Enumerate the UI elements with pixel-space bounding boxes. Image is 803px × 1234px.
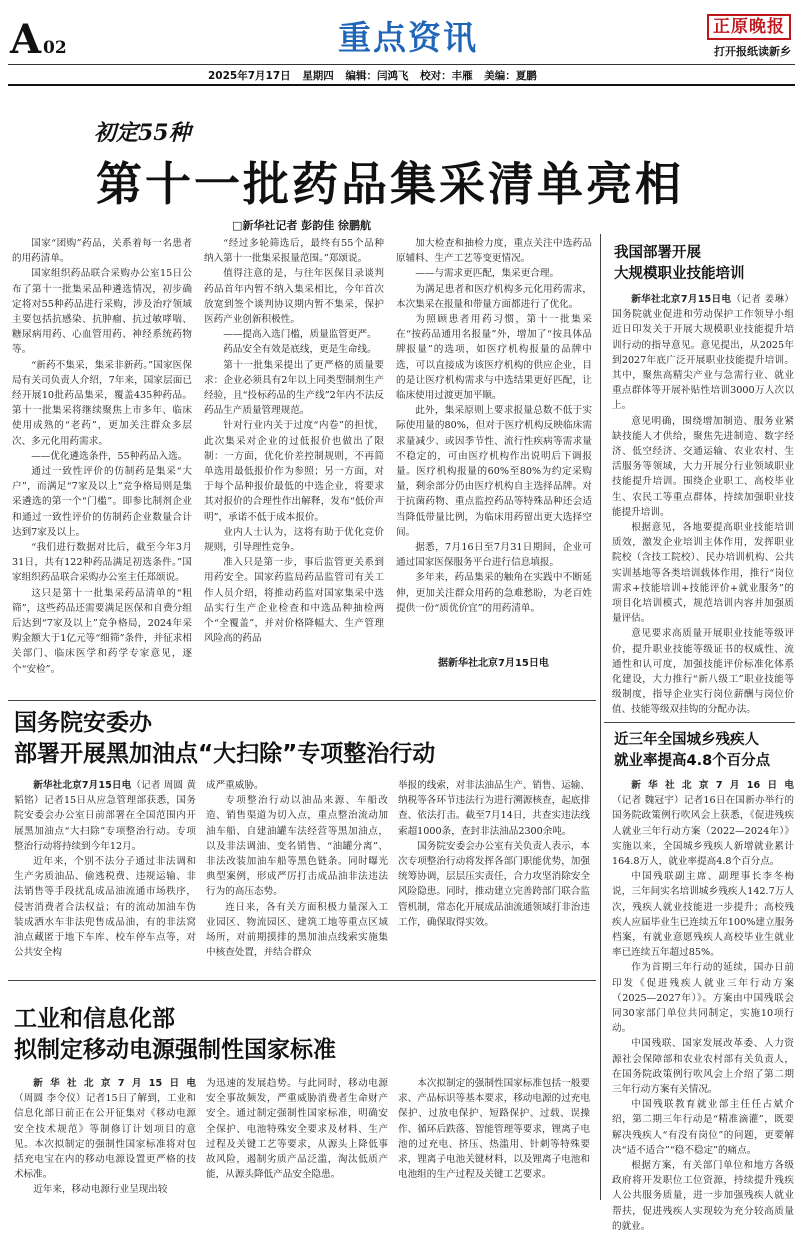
paragraph: 通过一致性评价的仿制药是集采“大户”，而满足“7家及以上”竞争格局则是集采遴选的第一个“门槛”。即参比制剂企业和通过一致性评价的仿制药企业数量合计达到7家及以上。 [12, 466, 192, 538]
paragraph: ——与需求更匹配，集采更合理。 [415, 268, 560, 280]
editor: 编辑：闫鸿飞 [345, 70, 409, 82]
side2-title-line1: 近三年全国城乡残疾人 [614, 732, 759, 748]
side1-first-text: 国务院就业促进和劳动保护工作领导小组近日印发关于开展大规模职业技能提升培训行动的指导意见。意见提出，从2025年到2027年底广泛开展职业技能提升培训。其中，聚焦高精尖产业与急需行业、就业重点群体等开展补贴性培训3000万人次以上。 [612, 309, 794, 412]
story2-title [14, 708, 435, 770]
paragraph [14, 1076, 196, 1182]
side1-lead-note: （记者 姜琳） [731, 294, 794, 305]
paragraph: 作为首期三年行动的延续，国办日前印发《促进残疾人就业三年行动方案（2025—2027年）》。方案由中国残联会同30家部门单位共同制定，实施10项行动。 [612, 962, 794, 1035]
main-column-2 [204, 236, 384, 706]
story3-column-1 [14, 1076, 196, 1198]
paragraph: 中国残联、国家发展改革委、人力资源社会保障部和农业农村部有关负责人，在国务院政策例行吹风会上介绍了第二期三年行动方案有关情况。 [612, 1038, 794, 1096]
paragraph: ——优化遴选条件，55种药品入选。 [31, 450, 188, 462]
side2-title-line2: 就业率提高4.8个百分点 [614, 753, 771, 769]
paragraph: 意见明确，围绕增加制造、服务业紧缺技能人才供给，聚焦先进制造、数字经济、低空经济、交通运输、农业农村、生活服务等领域，大力开展分行业领域职业技能提升培训。围绕企业职工、高校毕业生、农民工等重点群体，持续加强职业技能提升培训。 [612, 415, 794, 518]
paragraph: “新药不集采，集采非新药。”国家医保局有关司负责人介绍，7年来，国家层面已经开展10批药品集采，覆盖435种药品。第十一批集采将继续聚焦上市多年、临床使用成熟的“老药”，更加关注群众多层次、多元化用药需求。 [12, 359, 192, 447]
dateline [208, 68, 628, 83]
paragraph: ——提高入选门槛，质量监管更严。 [223, 329, 377, 341]
page-header [8, 6, 795, 82]
main-column-1 [12, 236, 192, 706]
paragraph: 准入只是第一步，事后监管更关系到用药安全。国家药监局药品监管司有关工作人员介绍，将推动药监对国家集采中选品实行生产企业检查和中选品种抽检两个“全覆盖”，并对价格降幅大、生产管理风险高的药品 [204, 557, 384, 645]
page-num: 02 [43, 38, 67, 58]
paragraph: 药品安全有效是底线，更是生命线。 [223, 344, 377, 356]
paragraph: 根据意见，各地要提高职业技能培训质效，激发企业培训主体作用，发挥职业院校（含技工院校）、民办培训机构、公共实训基地等各类培训载体作用，推行“岗位需求+技能培训+技能评价+就业服务”的项目化培训模式，规范培训内容并加强质量评估。 [612, 522, 794, 625]
page-number [10, 16, 67, 63]
paragraph: 针对行业内关于过度“内卷”的担忧，此次集采对企业的过低报价也做出了限制：一方面，优化价差控制规则，不再简单选用最低报价作为参照；另一方面，对于每个品种报价最低的中选企业，将要求其对报价的合理性作出解释，发布“低价声明”，承诺不低于成本报价。 [204, 420, 384, 523]
proofreader: 校对：丰雁 [420, 70, 473, 82]
paragraph: 据悉，7月16日至7月31日期间，企业可通过国家医保服务平台进行信息填报。 [396, 542, 592, 569]
main-source: 据新华社北京7月15日电 [438, 658, 549, 669]
story3-title [14, 1004, 336, 1066]
paragraph: 成严重威胁。 [206, 780, 264, 791]
paragraph: 近年来，移动电源行业呈现出较 [33, 1184, 168, 1196]
paragraph: 业内人士认为，这将有助于优化竞价规则，引导理性竞争。 [204, 526, 384, 554]
header-rule-bottom [8, 84, 795, 86]
main-headline: 第十一批药品集采清单亮相 [96, 157, 684, 211]
side2-body [612, 778, 794, 1232]
paragraph: 专项整治行动以油品来源、车船改造、销售渠道为切入点，重点整治流动加油车船、自建油罐车法经营等黑加油点，以及非法调油、变名销售、“油罐分离”、非法改装加油车船等黑色链条。同时曝光典型案例，形成严厉打击成品油非法违法行为的高压态势。 [206, 795, 388, 898]
paragraph: “经过多轮筛选后，最终有55个品种纳入第十一批集采报量范围。”郑颂说。 [204, 238, 384, 265]
paragraph: 本次拟制定的强制性国家标准包括一般要求、产品标识等基本要求，移动电源的过充电保护、过放电保护、短路保护、过载、误操作、循环后跌落、智能管理等要求，锂离子电池的过充电、挤压、热滥用、针刺等特殊要求，锂离子电池关键材料，以及锂离子电池和电池组的生产过程及关键工艺要求。 [398, 1078, 590, 1181]
paragraph: 国家“团购”药品，关系着每一名患者的用药清单。 [12, 238, 192, 265]
issue-date: 2025年7月17日 [208, 70, 291, 82]
side1-lead: 新华社北京7月15日电 [631, 294, 732, 305]
story3-lead: 新华社北京7月15日电 [33, 1078, 196, 1089]
story2-lead: 新华社北京7月15日电 [33, 780, 132, 791]
story3-title-line2: 拟制定移动电源强制性国家标准 [14, 1037, 336, 1063]
side2-lead-note: （记者 魏冠宇） [612, 795, 684, 807]
paragraph: “我们进行数据对比后，截至今年3月31日，共有122种药品满足初选条件。”国家组织药品联合采购办公室主任郑颂说。 [12, 542, 192, 584]
paragraph [612, 778, 794, 869]
weekday: 星期四 [302, 70, 334, 82]
logo-mark: 正原晚报 [707, 14, 791, 40]
story3-title-line1: 工业和信息化部 [14, 1006, 175, 1032]
designer: 美编：夏鹏 [484, 70, 537, 82]
side-rule [604, 722, 795, 723]
paragraph: 国务院安委会办公室有关负责人表示，本次专项整治行动将发挥各部门职能优势，加强统筹协调，层层压实责任，合力攻坚消除安全风险隐患。同时，推动建立完善跨部门联合监管机制，常态化开展成品油流通领域打非治违工作，确保取得实效。 [398, 840, 590, 928]
paragraph [14, 778, 196, 854]
side1-title-line2: 大规模职业技能培训 [614, 266, 745, 282]
paragraph [612, 292, 794, 414]
paragraph: 举报的线索，对非法油品生产、销售、运输、纳税等各环节违法行为进行溯源核查，起底排查、依法打击。截至7月14日，共查实违法线索超1000条，查封非法油品2300余吨。 [398, 780, 590, 837]
paragraph: 加大检查和抽检力度，重点关注中选药品原辅料、生产工艺等变更情况。 [396, 238, 592, 265]
main-byline: □新华社记者 彭韵佳 徐鹏航 [232, 219, 372, 232]
story2-lead-note: （记者 周圆 黄韬铭） [14, 780, 196, 807]
section-rule [8, 980, 596, 981]
story2-column-1 [14, 778, 196, 964]
side1-title-line1: 我国部署开展 [614, 245, 701, 261]
slogan: 打开报纸读新乡 [714, 45, 791, 58]
paragraph: 值得注意的是，与往年医保目录谈判药品首年内暂不纳入集采相比，今年首次放宽到签个谈判协议期内暂不集采，保护医药产业创新积极性。 [204, 268, 384, 326]
story2-column-3 [398, 778, 590, 964]
story3-column-3 [398, 1076, 590, 1198]
paragraph: 为照顾患者用药习惯，第十一批集采在“按药品通用名报量”外，增加了“按具体品牌报量”的选项，如医疗机构报量的品牌中选，可以直接成为该医疗机构的供应企业，目的是让医疗机构需求与中选结果更好匹配，让临床使用过渡更加平顺。 [396, 314, 592, 402]
section-title: 重点资讯 [338, 18, 478, 57]
header-rule [8, 64, 795, 65]
paragraph: 多年来，药品集采的触角在实践中不断延伸，更加关注群众用药的急难愁盼，为老百姓提供一份“质优价宜”的用药清单。 [396, 572, 592, 614]
side2-lead: 新华社北京7月16日电 [631, 780, 794, 791]
paragraph: 连日来，各有关方面积极力量深入工业园区、物流园区、建筑工地等重点区域场所，对前期摸排的黑加油点线索实施集中核查处置，并结合群众 [206, 901, 388, 959]
paragraph: 第十一批集采提出了更严格的质量要求：企业必须具有2年以上同类型制剂生产经验，且“投标药品的生产线”2年内不法反药品生产质量管理规范。 [204, 359, 384, 417]
side1-title [614, 243, 745, 285]
main-column-3 [396, 236, 592, 648]
paragraph: 根据方案，有关部门单位和地方各级政府将开发职位工位资源，持续提升残疾人公共服务质量，进一步加强残疾人就业帮扶，促进残疾人实现较为充分较高质量的就业。 [612, 1160, 794, 1232]
paragraph: 这只是第十一批集采药品清单的“粗筛”，这些药品还需要满足医保和自费分组后达到“7家及以上”竞争格局，2024年采购金额大于1亿元等“细筛”条件，并征求相关部门、临床医学和药学专家意见，逐个“安检”。 [12, 587, 192, 675]
story2-first-text: 记者15日从应急管理部获悉，国务院安委会办公室日前部署在全国范围内开展黑加油点“大扫除”专项整治行动。专项整治行动将持续到今年12月。 [14, 795, 196, 852]
page-letter: A [10, 16, 42, 63]
story3-column-2 [206, 1076, 388, 1198]
paragraph: 此外，集采原则上要求报量总数不低于实际使用量的80%，但对于医疗机构反映临床需求量减少、或因季节性、流行性疾病等需求量不稳定的，可由医疗机构作出说明后下调报量。医疗机构报量的60%至80%为约定采购量，剩余部分仍由医疗机构自主选择品牌。对于抗菌药物、重点监控药品等特殊品种还会适当降低带量比例，为临床用药留出更大选择空间。 [396, 405, 592, 538]
section-rule [8, 700, 596, 701]
side1-body [612, 292, 794, 716]
main-kicker: 初定55种 [94, 120, 191, 146]
paragraph: 为迅速的发展趋势。与此同时，移动电源安全事故频发，严重威胁消费者生命财产安全。通过制定强制性国家标准，明确安全保护、电池特殊安全要求及材料、生产过程及关键工艺等要求，从源头上降低事故风险，遏制劣质产品泛滥，淘汰低质产能，从源头降低产品安全隐患。 [206, 1078, 388, 1181]
paragraph: 中国残联教育就业部主任任占斌介绍，第二期三年行动是“精准滴灌”，既要解决残疾人“有没有岗位”的问题，更要解决“适不适合”“稳不稳定”的痛点。 [612, 1099, 794, 1156]
story3-lead-note: （周圆 李令仪） [14, 1093, 86, 1105]
column-divider [600, 234, 601, 1200]
side2-title [614, 730, 770, 772]
paragraph: 意见要求高质量开展职业技能等级评价，提升职业技能等级证书的权威性、流通性和认可度，加强技能评价标准化体系化建设，大力推行“新八级工”职业技能等级制度，指导企业实行岗位薪酬与岗位价值、技能等级双挂钩的分配办法。 [612, 628, 794, 716]
story2-title-line2: 部署开展黑加油点“大扫除”专项整治行动 [14, 741, 436, 767]
paragraph: 近年来，个别不法分子通过非法调和生产劣质油品、偷逃税费、违规运输、非法销售等手段扰乱成品油流通市场秩序，侵害消费者合法权益；有的流动加油车伪装成洒水车非法兜售成品油，有的非法窝油点藏匿于地下车库、校车停车点等，对公共安全构 [14, 856, 196, 959]
paragraph: 国家组织药品联合采购办公室15日公布了第十一批集采品种遴选情况，初步确定将对55种药品进行采购，涉及治疗领域主要包括抗感染、抗肿瘤、抗过敏哮喘、糖尿病用药、心血管用药、神经系统药物等。 [12, 268, 192, 356]
newspaper-logo [707, 14, 791, 59]
story3-first-text: 记者15日了解到，工业和信息化部日前正在公开征集对《移动电源安全技术规范》等制修订计划项目的意见。本次拟制定的强制性国家标准将对包括充电宝在内的移动电源设置更严格的技术标准。 [14, 1093, 196, 1181]
story2-title-line1: 国务院安委办 [14, 710, 152, 736]
paragraph: 中国残联副主席、副理事长李冬梅说，三年间实名培训城乡残疾人142.7万人次，残疾人就业技能进一步提升；高校残疾人应届毕业生已连续五年100%建立服务档案，有就业意愿残疾人高校毕业生就业率已连续五年超过85%。 [612, 871, 794, 959]
paragraph: 为满足患者和医疗机构多元化用药需求，本次集采在报量和带量方面都进行了优化。 [396, 283, 592, 310]
story2-column-2 [206, 778, 388, 964]
side2-first-text: 记者16日在国新办举行的国务院政策例行吹风会上获悉，《促进残疾人就业三年行动方案（2022—2024年）》实施以来，全国城乡残疾人新增就业累计164.8万人，就业率提高4.8个百分点。 [612, 795, 794, 868]
